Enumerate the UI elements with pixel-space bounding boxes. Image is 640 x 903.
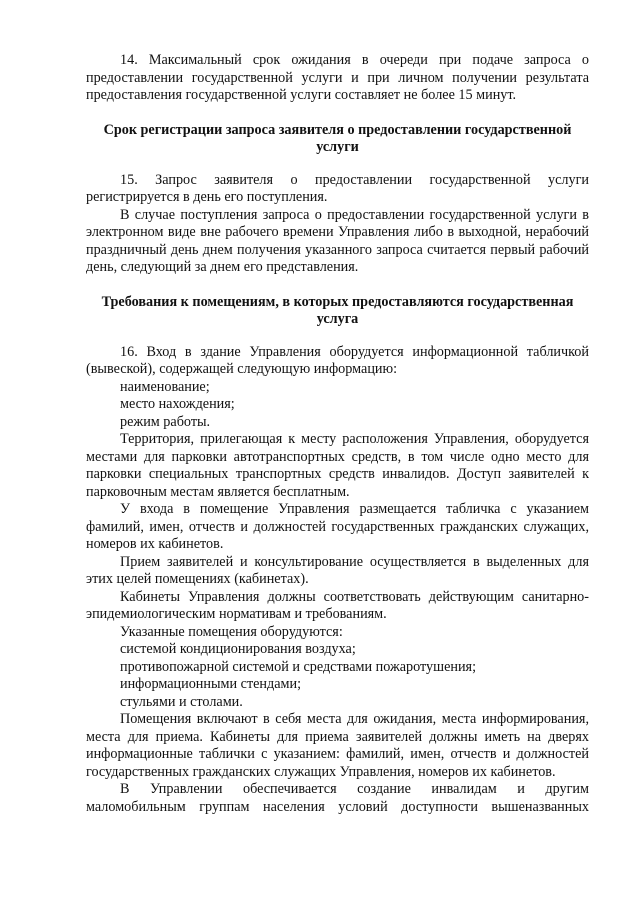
paragraph-14: 14. Максимальный срок ожидания в очереди при подаче запроса о предоставлении государственной услуги и при личном получении результата предоставления государственной услуги составляет не более 15 минут. (86, 52, 589, 103)
list-item: стульями и столами. (120, 693, 243, 710)
paragraph-cabinets: Кабинеты Управления должны соответствовать действующим санитарно-эпидемиологическим нормативам и требованиям. (86, 588, 589, 622)
list-item: противопожарной системой и средствами пожаротушения; (120, 658, 477, 675)
document-body (86, 52, 589, 816)
paragraph-15-electronic: В случае поступления запроса о предоставлении государственной услуги в электронном виде вне рабочего времени Управления либо в выходной, нерабочий праздничный день днем получения указанного запроса считается первый рабочий день, следующий за днем его представления. (86, 206, 589, 275)
heading-registration: Срок регистрации запроса заявителя о предоставлении государственной услуги (103, 121, 572, 155)
list-item: информационными стендами; (120, 676, 302, 692)
list-item: место нахождения; (120, 396, 235, 412)
paragraph-territory: Территория, прилегающая к месту расположения Управления, оборудуется местами для парковки автотранспортных средств, в том числе одно место для парковки специальных транспортных средств инвалидов. Доступ заявителей к парковочным местам является бесплатным. (86, 431, 589, 500)
heading-premises: Требования к помещениям, в которых предоставляются государственная услуга (101, 293, 574, 327)
paragraph-rooms: Помещения включают в себя места для ожидания, места информирования, места для приема. Кабинеты для приема заявителей должны иметь на дверях информационные таблички с указанием: фамилий, имен, отчеств и должностей государственных гражданских служащих Управления, номеров их кабинетов. (86, 711, 589, 780)
paragraph-equipped: Указанные помещения оборудуются: (120, 623, 343, 640)
paragraph-15: 15. Запрос заявителя о предоставлении государственной услуги регистрируется в день его поступления. (86, 171, 589, 205)
paragraph-16: 16. Вход в здание Управления оборудуется информационной табличкой (вывеской), содержащей следующую информацию: (86, 343, 589, 377)
paragraph-entrance: У входа в помещение Управления размещается табличка с указанием фамилий, имен, отчеств и должностей государственных гражданских служащих, номеров их кабинетов. (86, 501, 589, 552)
list-item: наименование; (120, 378, 210, 395)
paragraph-reception: Прием заявителей и консультирование осуществляется в выделенных для этих целей помещениях (кабинетах). (86, 553, 589, 587)
list-item: системой кондиционирования воздуха; (120, 641, 356, 657)
list-item: режим работы. (120, 413, 211, 430)
paragraph-accessibility: В Управлении обеспечивается создание инвалидам и другим маломобильным группам населения условий доступности вышеназванных (86, 781, 589, 815)
